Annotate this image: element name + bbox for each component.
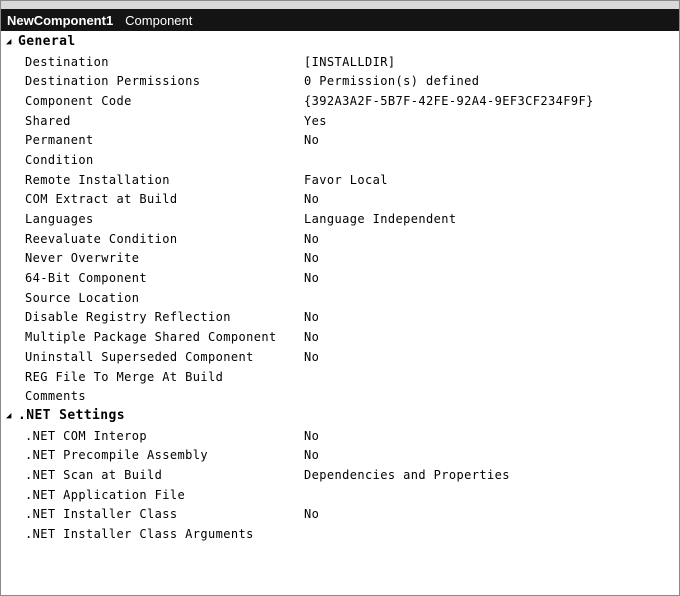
component-type: Component xyxy=(125,12,193,28)
property-row[interactable] xyxy=(1,190,679,210)
property-row[interactable] xyxy=(1,485,679,505)
category-label: General xyxy=(18,34,76,50)
property-name: .NET Precompile Assembly xyxy=(25,448,208,463)
property-row[interactable] xyxy=(1,52,679,72)
property-row[interactable] xyxy=(1,386,679,406)
property-value[interactable]: No xyxy=(304,448,320,463)
component-header xyxy=(1,9,679,31)
property-row[interactable] xyxy=(1,288,679,308)
property-row[interactable] xyxy=(1,327,679,347)
property-row[interactable] xyxy=(1,308,679,328)
property-row[interactable] xyxy=(1,209,679,229)
property-name: 64-Bit Component xyxy=(25,271,147,286)
property-name: Reevaluate Condition xyxy=(25,231,178,246)
property-value[interactable]: No xyxy=(304,231,320,246)
property-name: COM Extract at Build xyxy=(25,192,178,207)
property-name: .NET Application File xyxy=(25,487,186,502)
property-name: Condition xyxy=(25,152,94,167)
property-value[interactable]: No xyxy=(304,271,320,286)
property-value[interactable]: Dependencies and Properties xyxy=(304,467,510,482)
property-value[interactable]: No xyxy=(304,330,320,345)
property-name: .NET COM Interop xyxy=(25,428,147,443)
property-value[interactable]: No xyxy=(304,428,320,443)
collapse-triangle-icon[interactable]: ◢ xyxy=(6,410,12,421)
property-row[interactable] xyxy=(1,130,679,150)
property-row[interactable] xyxy=(1,524,679,544)
property-value[interactable]: 0 Permission(s) defined xyxy=(304,74,480,89)
property-row[interactable] xyxy=(1,229,679,249)
property-row[interactable] xyxy=(1,426,679,446)
category-general[interactable] xyxy=(1,32,679,52)
category-net-settings[interactable] xyxy=(1,406,679,426)
property-name: REG File To Merge At Build xyxy=(25,369,224,384)
property-value[interactable]: [INSTALLDIR] xyxy=(304,54,396,69)
property-name: Uninstall Superseded Component xyxy=(25,349,254,364)
property-name: Never Overwrite xyxy=(25,251,140,266)
property-value[interactable]: Yes xyxy=(304,113,327,128)
property-row[interactable] xyxy=(1,465,679,485)
property-name: Disable Registry Reflection xyxy=(25,310,231,325)
property-name: Comments xyxy=(25,389,86,404)
property-value[interactable]: {392A3A2F-5B7F-42FE-92A4-9EF3CF234F9F} xyxy=(304,93,594,108)
property-row[interactable] xyxy=(1,367,679,387)
property-name: Remote Installation xyxy=(25,172,170,187)
property-row[interactable] xyxy=(1,111,679,131)
property-value[interactable]: Language Independent xyxy=(304,212,457,227)
property-name: .NET Scan at Build xyxy=(25,467,163,482)
property-row[interactable] xyxy=(1,91,679,111)
property-value[interactable]: Favor Local xyxy=(304,172,388,187)
collapse-triangle-icon[interactable]: ◢ xyxy=(6,36,12,47)
property-name: Shared xyxy=(25,113,71,128)
property-name: Languages xyxy=(25,212,94,227)
property-name: Source Location xyxy=(25,290,140,305)
property-row[interactable] xyxy=(1,150,679,170)
property-row[interactable] xyxy=(1,347,679,367)
property-row[interactable] xyxy=(1,445,679,465)
property-value[interactable]: No xyxy=(304,310,320,325)
property-row[interactable] xyxy=(1,71,679,91)
property-name: Component Code xyxy=(25,93,132,108)
property-row[interactable] xyxy=(1,268,679,288)
property-value[interactable]: No xyxy=(304,349,320,364)
property-name: Destination Permissions xyxy=(25,74,201,89)
property-row[interactable] xyxy=(1,505,679,525)
property-name: Permanent xyxy=(25,133,94,148)
component-name: NewComponent1 xyxy=(7,12,114,28)
property-name: .NET Installer Class xyxy=(25,507,178,522)
property-value[interactable]: No xyxy=(304,133,320,148)
property-row[interactable] xyxy=(1,249,679,269)
property-name: .NET Installer Class Arguments xyxy=(25,527,254,542)
category-label: .NET Settings xyxy=(18,408,125,424)
property-row[interactable] xyxy=(1,170,679,190)
property-value[interactable]: No xyxy=(304,192,320,207)
property-value[interactable]: No xyxy=(304,507,320,522)
property-name: Destination xyxy=(25,54,109,69)
property-grid xyxy=(1,32,679,544)
property-name: Multiple Package Shared Component xyxy=(25,330,277,345)
property-value[interactable]: No xyxy=(304,251,320,266)
